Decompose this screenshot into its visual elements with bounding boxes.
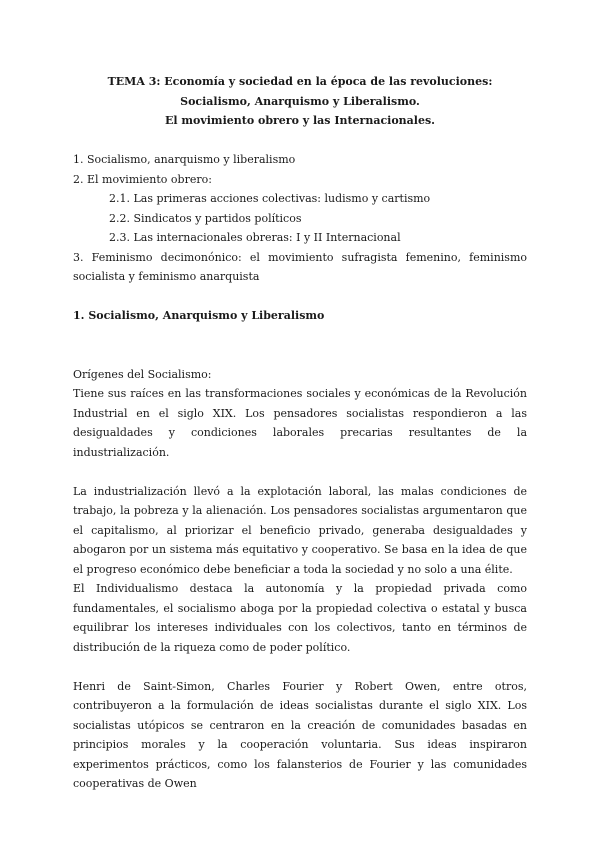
toc-item-2: 2. El movimiento obrero: bbox=[73, 172, 212, 186]
table-of-contents bbox=[73, 150, 527, 287]
toc-item-2-3: 2.3. Las internacionales obreras: I y II Internacional bbox=[109, 231, 401, 244]
title-line-2: Socialismo, Anarquismo y Liberalismo. bbox=[180, 94, 420, 108]
toc-item-1: 1. Socialismo, anarquismo y liberalismo bbox=[73, 153, 296, 166]
paragraph-3: El Individualismo destaca la autonomía y la propiedad privada como fundamentales, el socialismo aboga por la propiedad colectiva o estatal y busca equilibrar los intereses individuales con los colectivos, tanto en términos de distribución de la riqueza como de poder político. bbox=[73, 582, 527, 654]
paragraph-1: Tiene sus raíces en las transformaciones sociales y económicas de la Revolución Industrial en el siglo XIX. Los pensadores socialistas respondieron a las desigualdades y condiciones laborales precarias resultantes de la industrialización. bbox=[73, 387, 527, 459]
document-title bbox=[73, 72, 527, 131]
paragraph-4: Henri de Saint-Simon, Charles Fourier y Robert Owen, entre otros, contribuyeron a la formulación de ideas socialistas durante el siglo XIX. Los socialistas utópicos se centraron en la creación de comunidades basadas en principios morales y la cooperación voluntaria. Sus ideas inspiraron experimentos prácticos, como los falansterios de Fourier y las comunidades cooperativas de Owen bbox=[73, 679, 527, 790]
toc-item-2-1: 2.1. Las primeras acciones colectivas: ludismo y cartismo bbox=[109, 192, 431, 205]
title-line-1: TEMA 3: Economía y sociedad en la época de las revoluciones: bbox=[107, 75, 493, 88]
section-heading: 1. Socialismo, Anarquismo y Liberalismo bbox=[73, 309, 325, 322]
toc-item-3: 3. Feminismo decimonónico: el movimiento sufragista femenino, feminismo socialista y feminismo anarquista bbox=[73, 250, 527, 283]
origins-label: Orígenes del Socialismo: bbox=[73, 367, 212, 381]
toc-item-2-2: 2.2. Sindicatos y partidos políticos bbox=[109, 211, 302, 225]
paragraph-2: La industrialización llevó a la explotación laboral, las malas condiciones de trabajo, la pobreza y la alienación. Los pensadores socialistas argumentaron que el capitalismo, al priorizar el beneficio privado, generaba desigualdades y abogaron por un sistema más equitativo y cooperativo. Se basa en la idea de que el progreso económico debe beneficiar a toda la sociedad y no solo a una élite. bbox=[73, 484, 527, 576]
title-line-3: El movimiento obrero y las Internacionales. bbox=[164, 114, 435, 127]
page-content bbox=[73, 72, 527, 794]
